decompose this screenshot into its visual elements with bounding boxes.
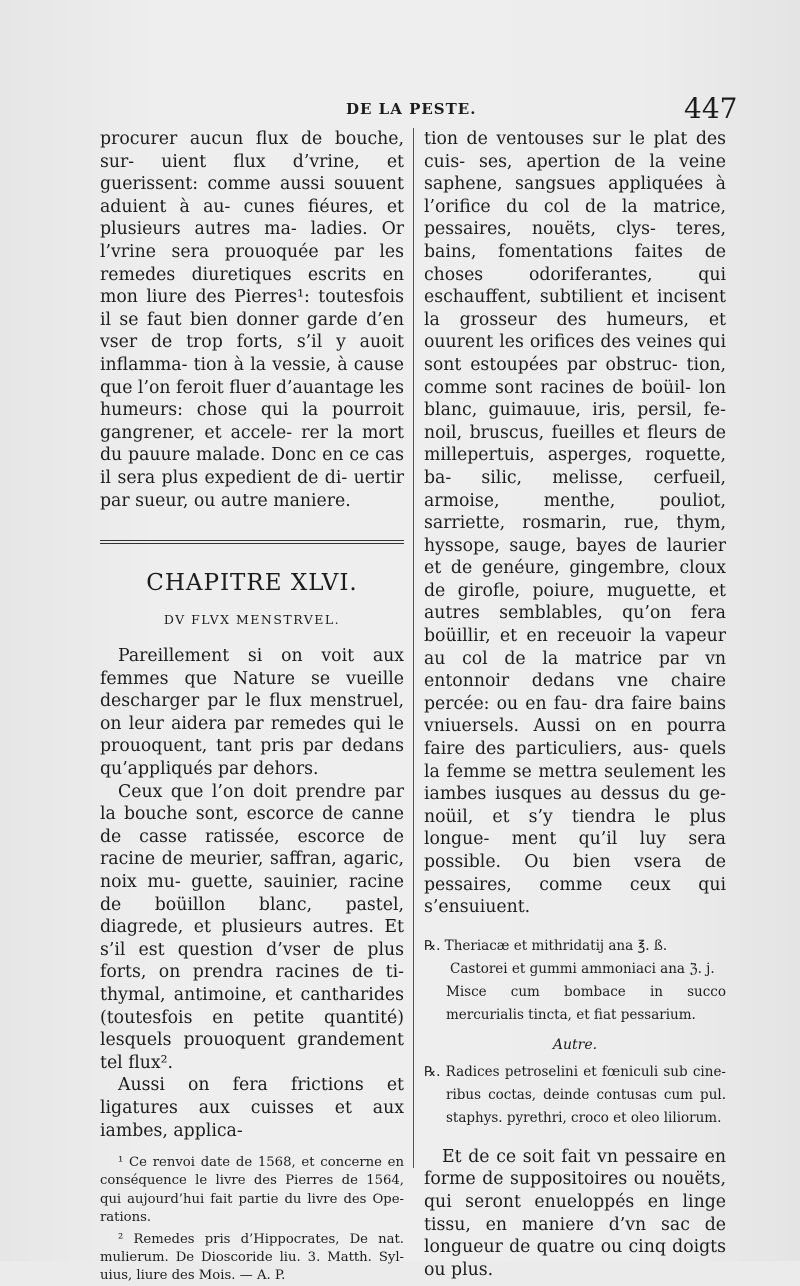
left-paragraph-4: Aussi on fera frictions et ligatures aux cuisses et aux iambes, applica- (100, 1075, 404, 1141)
left-paragraph-1: procurer aucun flux de bouche, sur- uient flux d’vrine, et guerissent: comme aussi souuent aduient à au- cunes fiéures, et plusieurs autres ma- ladies. Or l’vrine sera prouoquée par les remedes diuretiques escrits en mon liure des Pierres¹: toutesfois il se faut bien donner garde d’en vser de trop forts, s’il y auoit inflamma- tion à la vessie, à cause que l’on feroit fluer d’auantage les humeurs: chose qui la pourroit gangrener, et accele- rer la mort du pauure malade. Donc en ce cas il sera plus expedient de di- uertir par sueur, ou autre maniere. (100, 129, 404, 511)
right-column (424, 128, 726, 1281)
footnote-1: ¹ Ce renvoi date de 1568, et concerne en conséquence le livre des Pierres de 1564, qui aujourd’hui fait partie du livre des Ope- rations. (100, 1155, 404, 1225)
footnote-2: ² Remedes pris d’Hippocrates, De nat. mulierum. De Dioscoride liu. 3. Matth. Syl- uius, liure des Mois. — A. P. (100, 1231, 404, 1284)
left-column (100, 128, 404, 1286)
page-header (0, 92, 800, 132)
right-paragraph-1: tion de ventouses sur le plat des cuis- ses, apertion de la veine saphene, sangsues appliquées à l’orifice du col de la matrice, pessaires, nouëts, clys- teres, bains, fomentations faites de choses odoriferantes, qui eschauffent, subtilient et incisent la grosseur des humeurs, et ouurent les orifices des veines qui sont estoupées par obstruc- tion, comme sont racines de boüil- lon blanc, guimauue, iris, persil, fe- noil, bruscus, fueilles et fleurs de millepertuis, asperges, roquette, ba- silic, melisse, cerfueil, armoise, menthe, pouliot, sarriette, rosmarin, rue, thym, hyssope, sauge, bayes de laurier et de genéure, gingembre, cloux de girofle, poiure, muguette, et autres semblables, qu’on fera boüillir, et en receuoir la vapeur au col de la matrice par vn entonnoir dedans vne chaire percée: ou en fau- dra faire bains vniuersels. Aussi on en pourra faire des particuliers, aus- quels la femme se mettra seulement les iambes iusques au dessus du ge- noüil, et s’y tiendra le plus longue- ment qu’il luy sera possible. Ou bien vsera de pessaires, comme ceux qui s’ensuiuent. (424, 129, 726, 918)
recipe-1-line-3: Misce cum bombace in succo mercurialis tincta, et fiat pessarium. (446, 983, 726, 1023)
chapter-divider-rule (100, 540, 404, 544)
recipe-2: ℞. Radices petroselini et fœniculi sub cine- ribus coctas, deinde contusas cum pul. staphys. pyrethri, croco et oleo liliorum. (424, 1063, 726, 1126)
right-paragraph-2: Et de ce soit fait vn pessaire en forme de suppositoires ou nouëts, qui seront enueloppés en linge tissu, en maniere d’vn sac de longueur de quatre ou cinq doigts ou plus. (424, 1146, 726, 1280)
left-paragraph-2: Pareillement si on voit aux femmes que Nature se vueille descharger par le flux menstruel, on leur aidera par remedes qui le prouoquent, tant pris par dedans qu’appliqués par dehors. (100, 646, 404, 780)
left-paragraph-3: Ceux que l’on doit prendre par la bouche sont, escorce de canne de casse ratissée, escorce de racine de meurier, saffran, agaric, noix mu- guette, sauinier, racine de boüillon blanc, pastel, diagrede, et plusieurs autres. Et s’il est question d’vser de plus forts, on prendra racines de ti- thymal, antimoine, et cantharides (toutesfois en petite quantité) lesquels prouoquent grandement tel flux². (100, 781, 404, 1073)
chapter-subtitle: DV FLVX MENSTRVEL. (163, 612, 341, 628)
running-head: DE LA PESTE. (346, 100, 477, 118)
column-divider (413, 128, 414, 1168)
recipe-1-line-2: Castorei et gummi ammoniaci ana ℨ. j. (450, 960, 715, 977)
recipe-heading-autre: Autre. (552, 1036, 598, 1053)
page-number: 447 (684, 92, 738, 125)
recipe-1-line-1: ℞. Theriacæ et mithridatij ana ℥. ß. (424, 937, 668, 954)
chapter-title: CHAPITRE XLVI. (146, 570, 358, 597)
